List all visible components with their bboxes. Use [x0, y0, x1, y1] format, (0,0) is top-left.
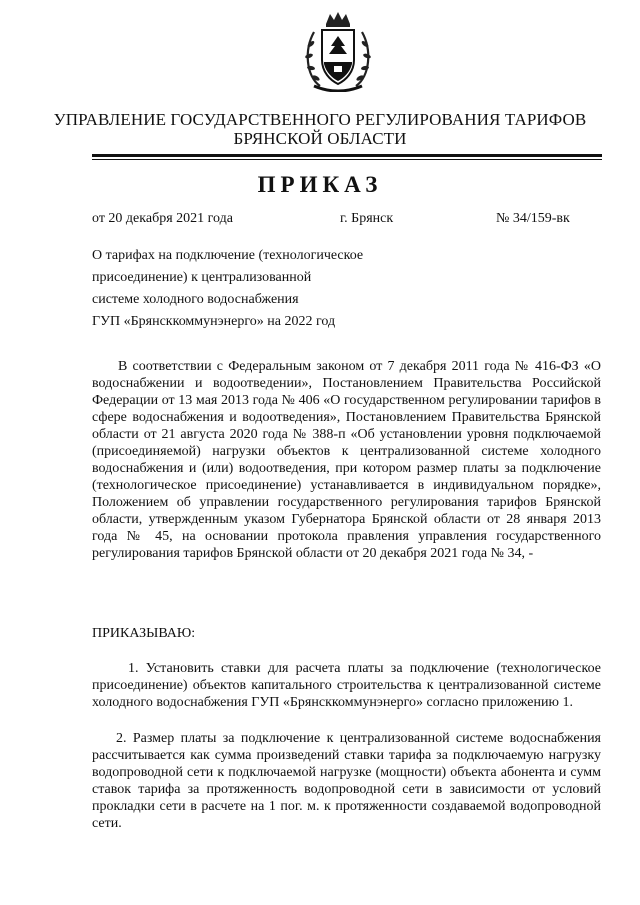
organization-name-line1: УПРАВЛЕНИЕ ГОСУДАРСТВЕННОГО РЕГУЛИРОВАНИЯ ТАРИФОВ: [53, 110, 587, 129]
order-word: ПРИКАЗЫВАЮ:: [92, 626, 196, 641]
subject-line: О тарифах на подключение (технологическое: [92, 248, 364, 263]
document-city: г. Брянск: [340, 211, 394, 226]
document-subject: [92, 245, 412, 333]
order-item-2: 2. Размер платы за подключение к централизованной системе водоснабжения рассчитывается как сумма произведений ставки тарифа за подключаемую нагрузку водопроводной сети к подключаемой нагрузке (мощности) объекта абонента и сумм ставок тарифа за протяженность водопроводной сети в зависимости от условий прокладки сети в расчете на 1 пог. м. к протяженности создаваемой водопроводной сети.: [92, 731, 601, 831]
organization-name-line2: БРЯНСКОЙ ОБЛАСТИ: [233, 129, 407, 148]
subject-line: присоединение) к централизованной: [92, 270, 312, 285]
document-number: № 34/159-вк: [496, 211, 570, 226]
bryansk-coat-of-arms-icon: [302, 10, 374, 92]
header-divider-thin: [92, 159, 602, 160]
header-divider-thick: [92, 154, 602, 157]
document-date: от 20 декабря 2021 года: [92, 211, 233, 226]
preamble-paragraph: В соответствии с Федеральным законом от 7 декабря 2011 года № 416-ФЗ «О водоснабжении и водоотведении», Постановлением Правительства Российской Федерации от 13 мая 2013 года № 406 «О государственном регулировании тарифов в сфере водоснабжения и водоотведения», Постановлением Правительства Брянской области от 21 августа 2020 года № 388-п «Об установлении уровня подключаемой (присоединяемой) нагрузки объектов к централизованной системе холодного водоснабжения и (или) водоотведения, при котором размер платы за подключение (технологическое присоединение) устанавливается в индивидуальном порядке», Положением об управлении государственного регулирования тарифов Брянской области, утвержденным указом Губернатора Брянской области от 28 января 2013 года № 45, на основании протокола правления управления государственного регулирования тарифов Брянской области от 20 декабря 2021 года № 34, -: [92, 359, 601, 561]
subject-line: ГУП «Брянсккоммунэнерго» на 2022 год: [92, 314, 336, 329]
subject-line: системе холодного водоснабжения: [92, 292, 299, 307]
order-item-1: 1. Установить ставки для расчета платы за подключение (технологическое присоединение) объектов капитального строительства к централизованной системе холодного водоснабжения ГУП «Брянсккоммунэнерго» согласно приложению 1.: [92, 661, 601, 710]
document-title: ПРИКАЗ: [257, 172, 383, 197]
